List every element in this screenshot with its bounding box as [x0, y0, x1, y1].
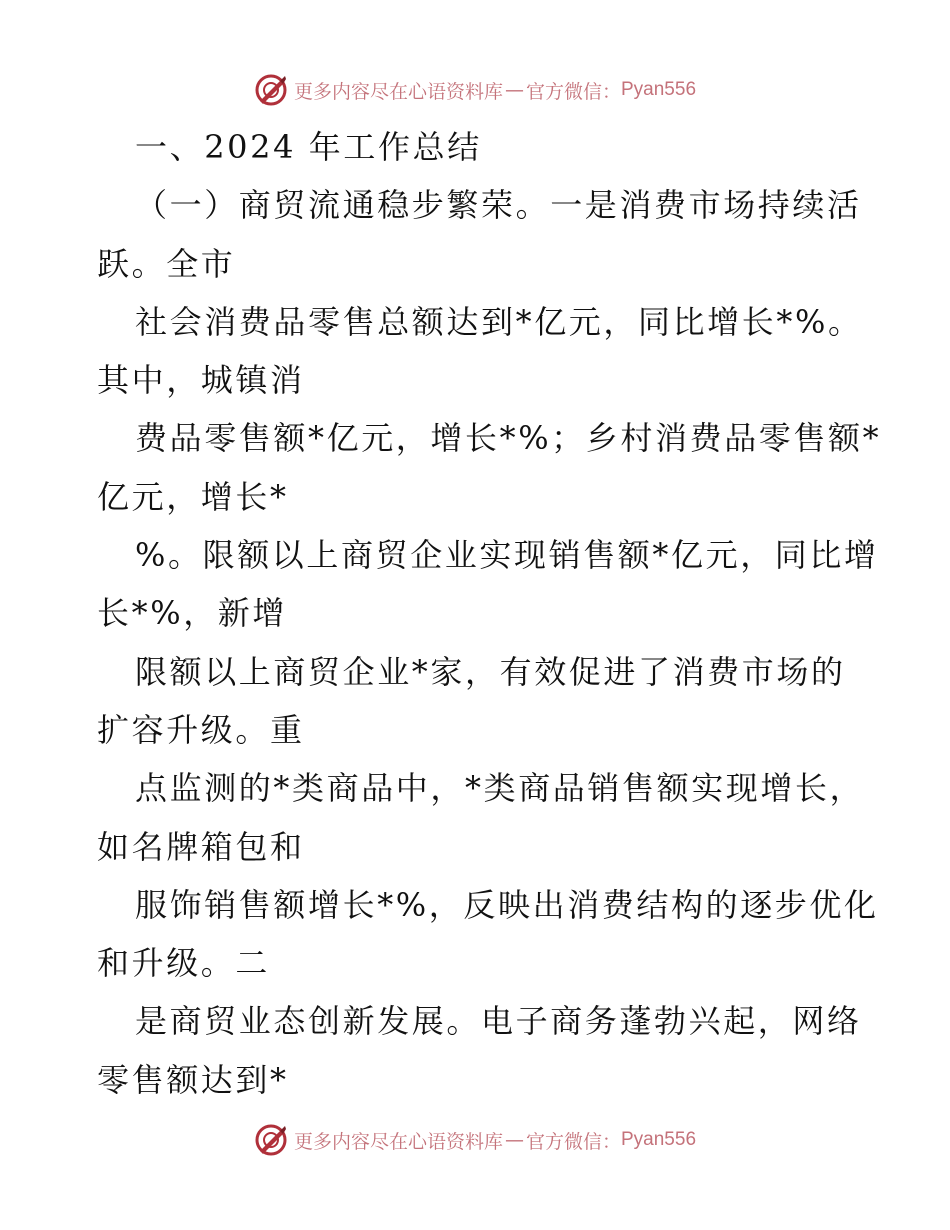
banner-wechat-label: 官方微信：: [525, 80, 621, 103]
body-line: 社会消费品零售总额达到*亿元，同比增长*%。: [135, 302, 863, 341]
banner-wechat-id: Pyan556: [621, 79, 697, 100]
banner-wechat-label: 官方微信：: [525, 1130, 621, 1153]
body-line: 如名牌箱包和: [97, 827, 305, 866]
banner-wechat-id: Pyan556: [621, 1129, 697, 1150]
body-line: 亿元，增长*: [97, 477, 289, 516]
footer-banner: [0, 1120, 950, 1160]
body-line: 费品零售额*亿元，增长*%；乡村消费品零售额*: [135, 419, 882, 458]
body-line: 点监测的*类商品中，*类商品销售额实现增长，: [135, 769, 865, 808]
body-line: 其中，城镇消: [97, 361, 305, 400]
body-line: 跃。全市: [97, 244, 236, 283]
section-heading: 一、2024 年工作总结: [135, 128, 482, 166]
body-line: 限额以上商贸企业*家，有效促进了消费市场的: [135, 652, 846, 691]
brand-logo-icon: [254, 1123, 288, 1157]
document-body: [97, 118, 882, 1109]
body-line: 零售额达到*: [97, 1060, 289, 1099]
banner-dash: —: [504, 79, 524, 101]
banner-dash: —: [504, 1129, 524, 1151]
banner-brand-text: 更多内容尽在心语资料库: [293, 1130, 503, 1153]
body-line: 服饰销售额增长*%，反映出消费结构的逐步优化: [135, 885, 879, 924]
header-banner: [0, 70, 950, 110]
body-line: 是商贸业态创新发展。电子商务蓬勃兴起，网络: [135, 1002, 862, 1041]
body-line: %。限额以上商贸企业实现销售额*亿元，同比增: [135, 536, 879, 575]
brand-logo-icon: [254, 73, 288, 107]
banner-brand-text: 更多内容尽在心语资料库: [293, 80, 503, 103]
body-line: （一）商贸流通稳步繁荣。一是消费市场持续活: [135, 186, 862, 225]
body-line: 和升级。二: [97, 944, 271, 983]
body-line: 长*%，新增: [97, 594, 288, 633]
body-line: 扩容升级。重: [97, 710, 305, 749]
